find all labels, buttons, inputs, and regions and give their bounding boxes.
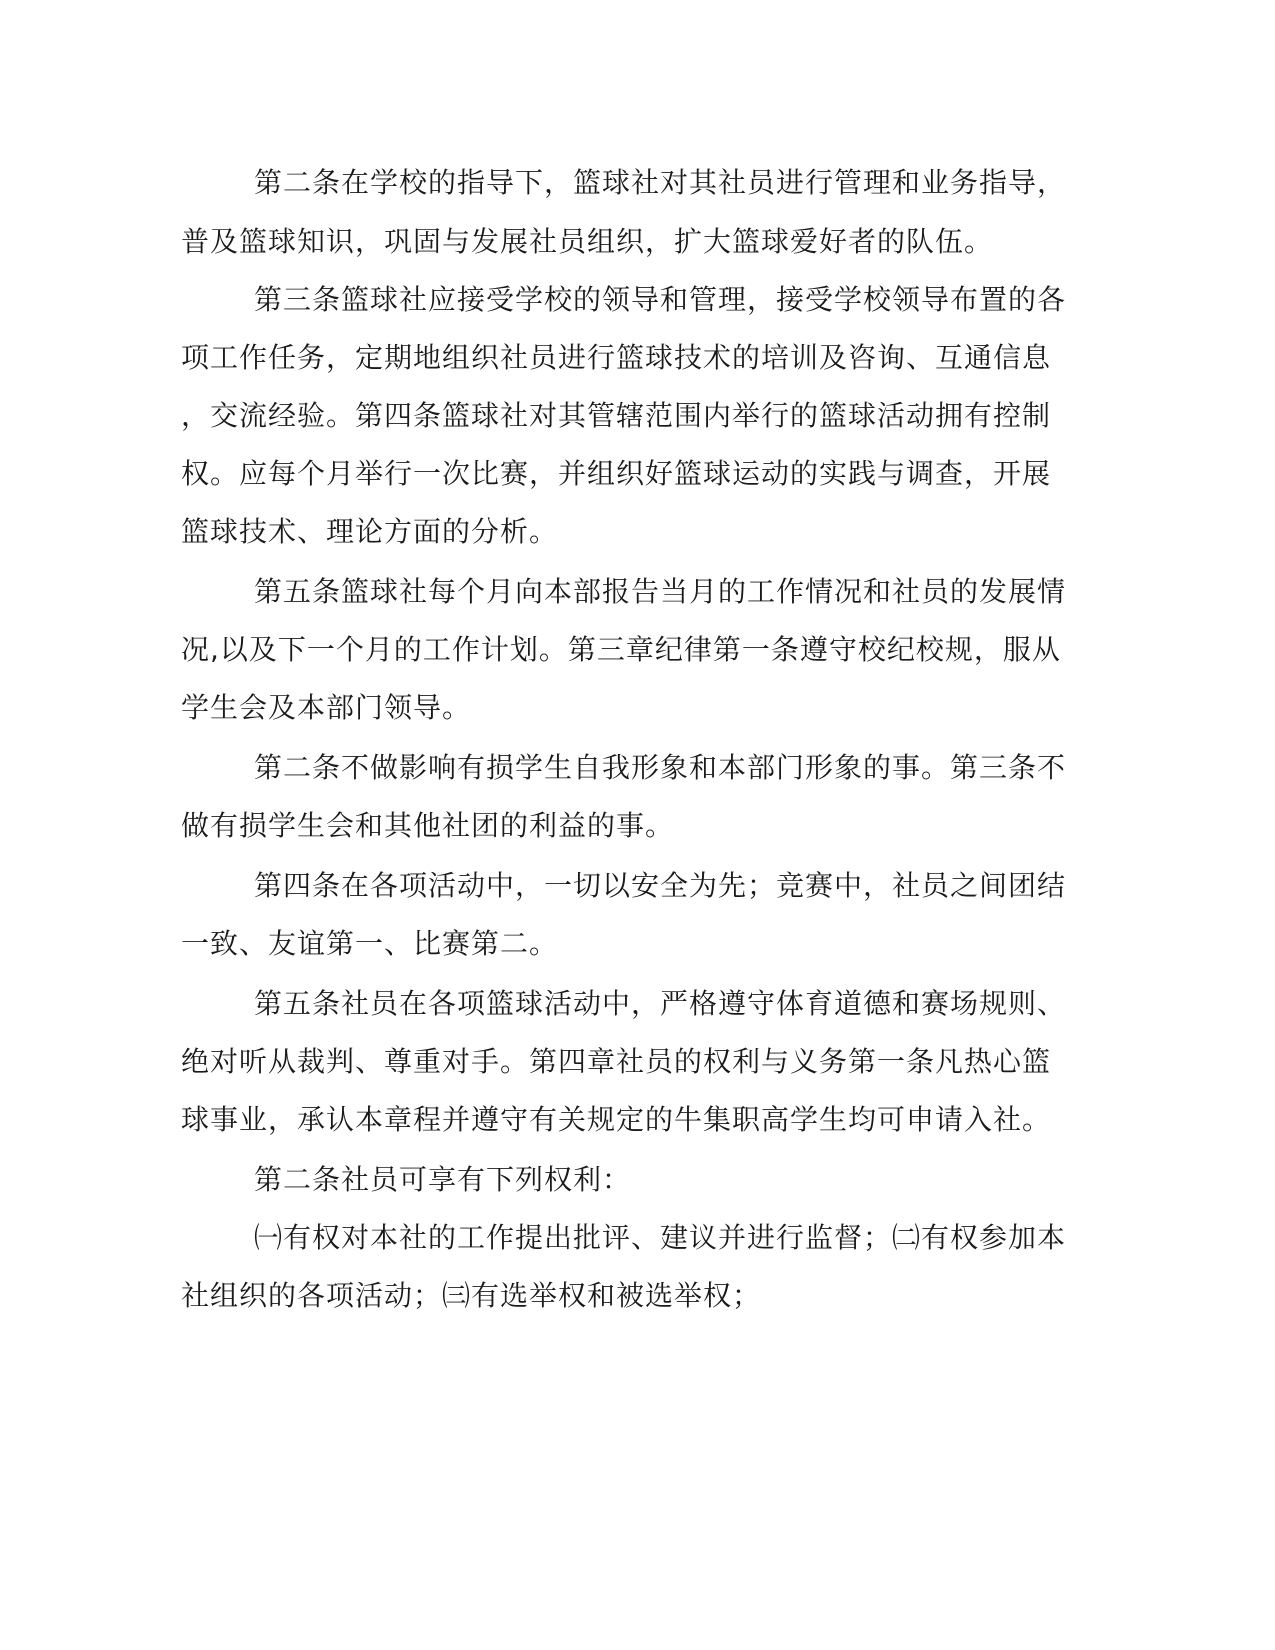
text-line: 普及篮球知识，巩固与发展社员组织，扩大篮球爱好者的队伍。 (181, 225, 994, 258)
text-line: 社组织的各项活动；㈢有选举权和被选举权； (181, 1279, 762, 1312)
text-line: 况,以及下一个月的工作计划。第三章纪律第一条遵守校纪校规，服从 (181, 633, 1061, 666)
text-line: ㈠有权对本社的工作提出批评、建议并进行监督；㈡有权参加本 (254, 1221, 1067, 1254)
text-line: 一致、友谊第一、比赛第二。 (181, 927, 559, 960)
text-line: 第二条不做影响有损学生自我形象和本部门形象的事。第三条不 (254, 751, 1067, 784)
text-line: ，交流经验。第四条篮球社对其管辖范围内举行的篮球活动拥有控制 (181, 399, 1052, 432)
text-line: 第五条篮球社每个月向本部报告当月的工作情况和社员的发展情 (254, 575, 1067, 608)
text-line: 学生会及本部门领导。 (181, 691, 472, 724)
text-line: 做有损学生会和其他社团的利益的事。 (181, 809, 675, 842)
text-line: 篮球技术、理论方面的分析。 (181, 515, 559, 548)
text-line: 第二条社员可享有下列权利： (254, 1163, 632, 1196)
text-line: 权。应每个月举行一次比赛，并组织好篮球运动的实践与调查，开展 (181, 457, 1052, 490)
text-line: 第五条社员在各项篮球活动中，严格遵守体育道德和赛场规则、 (254, 987, 1067, 1020)
text-line: 第三条篮球社应接受学校的领导和管理，接受学校领导布置的各 (254, 283, 1067, 316)
text-line: 球事业，承认本章程并遵守有关规定的牛集职高学生均可申请入社。 (181, 1103, 1052, 1136)
text-line: 第二条在学校的指导下，篮球社对其社员进行管理和业务指导， (254, 166, 1067, 199)
text-line: 绝对听从裁判、尊重对手。第四章社员的权利与义务第一条凡热心篮 (181, 1045, 1052, 1078)
text-line: 项工作任务，定期地组织社员进行篮球技术的培训及咨询、互通信息 (181, 341, 1052, 374)
text-line: 第四条在各项活动中，一切以安全为先；竞赛中，社员之间团结 (254, 869, 1067, 902)
